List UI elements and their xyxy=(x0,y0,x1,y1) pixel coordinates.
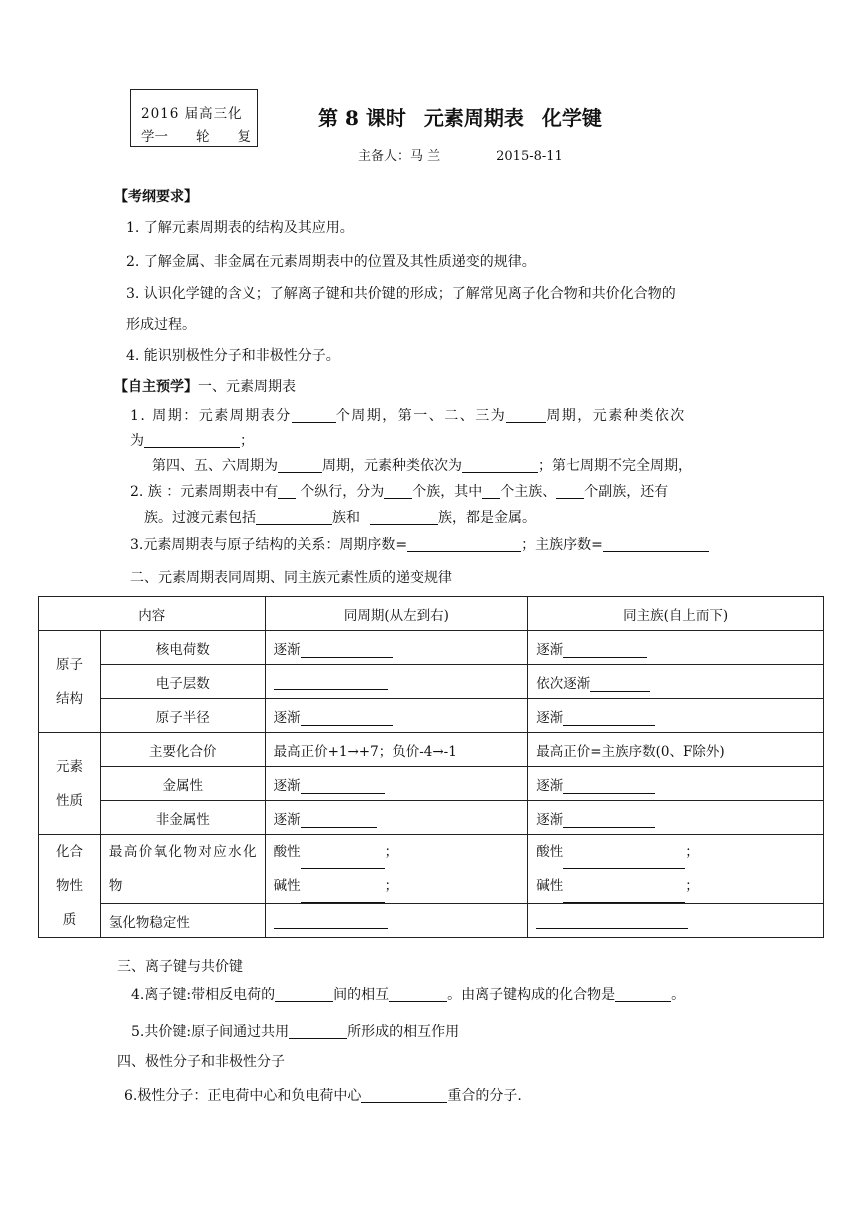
section-4-title: 四、极性分子和非极性分子 xyxy=(117,1054,285,1070)
blank[interactable] xyxy=(563,644,647,658)
blank[interactable] xyxy=(301,780,385,794)
cell: 逐渐 xyxy=(265,699,528,733)
table-row xyxy=(39,904,824,938)
blank[interactable] xyxy=(590,678,650,692)
row-label: 主要化合价 xyxy=(100,733,265,767)
cell: 逐渐 xyxy=(528,801,824,835)
requirement-item: 1. 了解元素周期表的结构及其应用。 xyxy=(126,220,354,236)
blank[interactable] xyxy=(144,434,240,448)
blank[interactable] xyxy=(563,814,655,828)
group-line-2: 族。过渡元素包括 族和 族，都是金属。 xyxy=(144,510,536,526)
box-line-1: 2016 届高三化 xyxy=(141,106,243,122)
group-compound-properties: 化合 物性 质 xyxy=(39,835,101,938)
blank[interactable] xyxy=(301,855,385,869)
table-row xyxy=(39,835,824,904)
blank[interactable] xyxy=(301,712,393,726)
header-same-period: 同周期(从左到右) xyxy=(265,597,528,631)
cell: 逐渐 xyxy=(528,699,824,733)
ionic-bond-line: 4.离子键:带相反电荷的 间的相互 。由离子键构成的化合物是 。 xyxy=(131,987,686,1003)
group-line-1: 2. 族 ：元素周期表中有 个纵行，分为 个族，其中 个主族、 个副族，还有 xyxy=(130,484,669,500)
blank[interactable] xyxy=(556,485,584,499)
section-3-title: 三、离子键与共价键 xyxy=(117,959,243,975)
cell: 逐渐 xyxy=(528,767,824,801)
blank[interactable] xyxy=(370,511,438,525)
blank[interactable] xyxy=(301,644,393,658)
table-row xyxy=(39,665,824,699)
blank[interactable] xyxy=(603,538,709,552)
cell: 酸性 ； 碱性 ； xyxy=(528,835,824,904)
cell: 逐渐 xyxy=(265,801,528,835)
row-label: 非金属性 xyxy=(100,801,265,835)
requirement-item: 2. 了解金属、非金属在元素周期表中的位置及其性质递变的规律。 xyxy=(126,254,536,270)
cell xyxy=(528,904,824,938)
row-label: 最高价氧化物对应水化物 xyxy=(100,835,265,904)
blank[interactable] xyxy=(462,459,538,473)
preview-heading: 【自主预学】 xyxy=(114,379,198,395)
table-row xyxy=(39,801,824,835)
table-row xyxy=(39,699,824,733)
cell: 最高正价+1→+7；负价-4→-1 xyxy=(265,733,528,767)
blank[interactable] xyxy=(292,409,336,423)
blank[interactable] xyxy=(301,814,377,828)
page-title: 第 8 课时 元素周期表 化学键 xyxy=(318,106,602,130)
course-series-box xyxy=(130,89,258,147)
section-2-title: 二、元素周期表同周期、同主族元素性质的递变规律 xyxy=(130,570,452,586)
cell: 逐渐 xyxy=(265,631,528,665)
table-row xyxy=(39,767,824,801)
blank[interactable] xyxy=(482,485,500,499)
blank[interactable] xyxy=(563,712,655,726)
cell xyxy=(265,665,528,699)
author-line xyxy=(358,150,563,163)
period-line-1: 1. 周期：元素周期表分 个周期，第一、二、三为 周期，元素种类依次 xyxy=(130,408,686,424)
cell: 酸性 ； 碱性 ； xyxy=(265,835,528,904)
group-element-properties: 元素 性质 xyxy=(39,733,101,835)
table-header-row xyxy=(39,597,824,631)
blank[interactable] xyxy=(384,485,412,499)
blank[interactable] xyxy=(278,459,322,473)
blank[interactable] xyxy=(275,988,333,1002)
blank[interactable] xyxy=(563,780,655,794)
cell: 逐渐 xyxy=(265,767,528,801)
date: 2015-8-11 xyxy=(496,149,563,164)
cell xyxy=(265,904,528,938)
cell: 最高正价=主族序数(0、F除外) xyxy=(528,733,824,767)
blank[interactable] xyxy=(536,915,688,929)
box-line-2: 学一 轮 复 xyxy=(141,129,251,145)
period-line-2: 为 ； xyxy=(130,433,254,449)
row-label: 原子半径 xyxy=(100,699,265,733)
header-same-group: 同主族(自上而下) xyxy=(528,597,824,631)
blank[interactable] xyxy=(563,889,685,903)
cell: 依次逐渐 xyxy=(528,665,824,699)
table-row xyxy=(39,733,824,767)
structure-relation-line: 3.元素周期表与原子结构的关系：周期序数= ；主族序数= xyxy=(130,538,709,552)
blank[interactable] xyxy=(389,988,447,1002)
blank[interactable] xyxy=(274,676,388,690)
blank[interactable] xyxy=(301,889,385,903)
blank[interactable] xyxy=(506,409,546,423)
blank[interactable] xyxy=(563,855,685,869)
section-1-title: 一、元素周期表 xyxy=(198,379,296,395)
blank[interactable] xyxy=(278,485,296,499)
requirements-heading: 【考纲要求】 xyxy=(114,189,198,205)
row-label: 核电荷数 xyxy=(100,631,265,665)
requirement-item: 3. 认识化学键的含义；了解离子键和共价键的形成；了解常见离子化合物和共价化合物的 xyxy=(126,286,676,302)
table-row xyxy=(39,631,824,665)
periodic-trends-table xyxy=(38,596,824,938)
row-label: 氢化物稳定性 xyxy=(100,904,265,938)
blank[interactable] xyxy=(615,988,671,1002)
requirement-item: 形成过程。 xyxy=(126,317,196,333)
preview-heading-line xyxy=(114,380,296,394)
blank[interactable] xyxy=(289,1025,347,1039)
blank[interactable] xyxy=(274,915,388,929)
group-atomic-structure: 原子 结构 xyxy=(39,631,101,733)
blank[interactable] xyxy=(361,1089,447,1103)
cell: 逐渐 xyxy=(528,631,824,665)
header-content: 内容 xyxy=(39,597,266,631)
period-line-3: 第四、五、六周期为 周期，元素种类依次为 ；第七周期不完全周期， xyxy=(152,458,692,474)
polar-molecule-line: 6.极性分子：正电荷中心和负电荷中心 重合的分子. xyxy=(124,1088,522,1104)
row-label: 电子层数 xyxy=(100,665,265,699)
blank[interactable] xyxy=(256,511,332,525)
covalent-bond-line: 5.共价键:原子间通过共用 所形成的相互作用 xyxy=(131,1024,460,1040)
preparer: 主备人：马 兰 xyxy=(358,149,441,164)
blank[interactable] xyxy=(407,538,521,552)
requirement-item: 4. 能识别极性分子和非极性分子。 xyxy=(126,348,340,364)
row-label: 金属性 xyxy=(100,767,265,801)
